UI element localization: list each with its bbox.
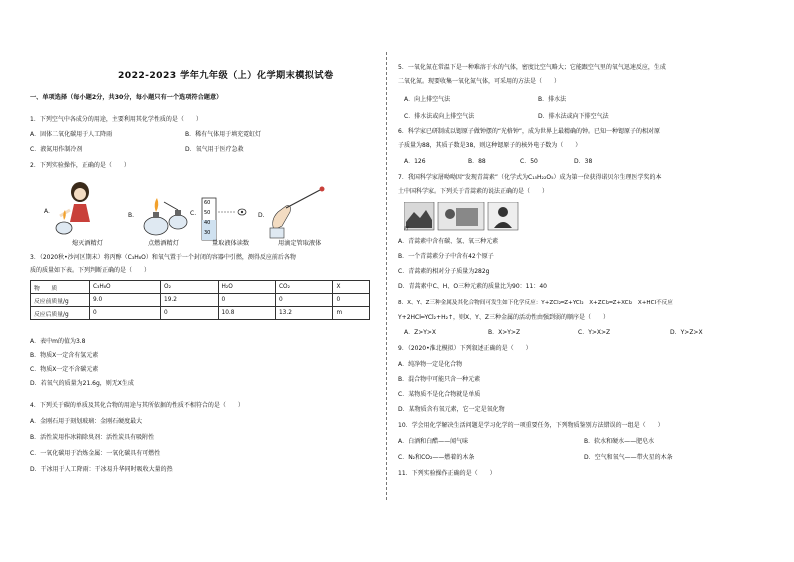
question-1-option-b: B．稀有气体用于填充霓虹灯 bbox=[185, 131, 262, 138]
question-7-option-b: B．一个青蒿素分子中含有42个原子 bbox=[398, 253, 494, 260]
question-8-option-d: D．Y>Z>X bbox=[670, 329, 703, 336]
question-6-stem-line1: 6．科学家已研制成以锶原子做钟摆的“光格钟”，成为世界上最精确的钟。已知一种锶原子的相对原 bbox=[398, 128, 661, 135]
question-7-option-a: A．青蒿素中含有碳、氢、氧三种元素 bbox=[398, 238, 499, 245]
question-5-stem-line1: 5．一氧化氮在常温下是一种难溶于水的气体，密度比空气略大；它能跟空气里的氧气迅速反应，生成 bbox=[398, 64, 666, 71]
section-heading: 一、单项选择（每小题2分，共30分，每小题只有一个选项符合题意） bbox=[30, 94, 223, 101]
cylinder-mark-30: 30 bbox=[204, 230, 211, 236]
question-8-option-a: A．Z>Y>X bbox=[404, 329, 437, 336]
question-6-option-b: B．88 bbox=[468, 158, 486, 165]
page-title: 2022-2023 学年九年级（上）化学期末模拟试卷 bbox=[118, 70, 334, 81]
table-cell: CO₂ bbox=[275, 281, 332, 294]
question-10-option-b: B．软水和硬水——肥皂水 bbox=[584, 438, 655, 445]
question-5-option-c: C．排水法或向上排空气法 bbox=[404, 113, 475, 120]
question-4-stem: 4．下列关于碳的单质及其化合物的用途与其所依据的性质不相符合的是（ ） bbox=[30, 402, 244, 409]
question-4-option-c: C．一氧化碳用于冶炼金属：一氧化碳具有可燃性 bbox=[30, 450, 161, 457]
extinguish-lamp-illustration bbox=[54, 178, 106, 240]
question-10-stem: 10．学会用化学解决生活问题是学习化学的一项重要任务，下列物质鉴别方法错误的一组是（ ） bbox=[398, 422, 664, 429]
question-6-stem-line2: 子质量为88，其质子数是38，则这种锶原子的核外电子数为（ ） bbox=[398, 142, 582, 149]
question-7-option-c: C．青蒿素的相对分子质量为282g bbox=[398, 268, 490, 275]
question-4-option-b: B．活性炭用作冰箱除臭剂：活性炭具有吸附性 bbox=[30, 434, 155, 441]
question-5-stem-line2: 二氧化氮。现要收集一氧化氮气体，可采用的方法是（ ） bbox=[398, 78, 561, 85]
question-3-option-b: B．物质X一定含有氢元素 bbox=[30, 352, 99, 359]
question-7-option-d: D．青蒿素中C、H、O三种元素的质量比为90：11：40 bbox=[398, 283, 547, 290]
table-cell: 0 bbox=[275, 294, 332, 307]
question-2-label-c: C. bbox=[190, 210, 197, 217]
table-cell: 0 bbox=[218, 294, 275, 307]
table-cell: 反应后质量/g bbox=[31, 307, 90, 320]
dropper-illustration bbox=[264, 186, 334, 240]
question-9-option-a: A．纯净物一定是化合物 bbox=[398, 361, 463, 368]
table-cell: O₂ bbox=[161, 281, 218, 294]
question-9-option-d: D．某物质含有氧元素，它一定是氧化物 bbox=[398, 406, 505, 413]
question-4-option-d: D．干冰用于人工降雨：干冰易升华同时吸收大量的热 bbox=[30, 466, 173, 473]
question-5-option-b: B．排水法 bbox=[538, 96, 567, 103]
question-8-stem-line1: 8．X、Y、Z三种金属及其化合物间可发生如下化学反应：Y+ZCl₂═Z+YCl₂ X+ZCl₂═Z+XCl₂ X+HCl不反应 bbox=[398, 300, 673, 306]
cylinder-mark-40: 40 bbox=[204, 220, 211, 226]
question-9-stem: 9．（2020•淮北模拟）下列叙述正确的是（ ） bbox=[398, 345, 532, 352]
table-cell: 13.2 bbox=[275, 307, 332, 320]
table-cell: 物 质 bbox=[31, 281, 90, 294]
question-9-option-b: B．混合物中可能只含一种元素 bbox=[398, 376, 481, 383]
question-4-option-a: A．金刚石用于刻划玻璃：金刚石硬度最大 bbox=[30, 418, 143, 425]
question-2-caption-b: 点燃酒精灯 bbox=[148, 240, 179, 247]
question-2-caption-c: 量取液体读数 bbox=[212, 240, 250, 247]
table-row bbox=[31, 307, 370, 320]
table-cell: 反应前质量/g bbox=[31, 294, 90, 307]
question-2-label-b: B. bbox=[128, 212, 135, 219]
question-2-caption-a: 熄灭酒精灯 bbox=[72, 240, 103, 247]
table-cell: 19.2 bbox=[161, 294, 218, 307]
question-1-option-c: C．液氮用作制冷剂 bbox=[30, 146, 83, 153]
question-3-option-d: D．若氧气的质量为21.6g，则无X生成 bbox=[30, 380, 134, 387]
question-9-option-c: C．某物质不是化合物就是单质 bbox=[398, 391, 481, 398]
table-cell: 9.0 bbox=[90, 294, 161, 307]
table-cell: X bbox=[333, 281, 370, 294]
table-cell: 0 bbox=[333, 294, 370, 307]
question-7-stem-line1: 7．我国科学家屠呦呦因“发现青蒿素”（化学式为C₁₅H₂₂O₅）成为第一位获得诺贝尔生理医学奖的本 bbox=[398, 174, 662, 181]
question-10-option-d: D．空气和氧气——带火星的木条 bbox=[584, 454, 673, 461]
cylinder-mark-50: 50 bbox=[204, 210, 211, 216]
question-8-option-c: C．Y>X>Z bbox=[578, 329, 611, 336]
question-2-label-a: A. bbox=[44, 208, 50, 215]
question-3-table bbox=[30, 280, 370, 320]
table-cell: m bbox=[333, 307, 370, 320]
table-cell: 0 bbox=[161, 307, 218, 320]
table-cell: 10.8 bbox=[218, 307, 275, 320]
question-3-option-c: C．物质X一定不含碳元素 bbox=[30, 366, 99, 373]
table-cell: C₃H₈O bbox=[90, 281, 161, 294]
question-5-option-d: D．排水法或向下排空气法 bbox=[538, 113, 609, 120]
table-row bbox=[31, 294, 370, 307]
light-lamp-illustration bbox=[138, 190, 197, 238]
tu-youyou-photo-strip bbox=[404, 202, 532, 232]
question-3-stem-line2: 质的质量如下表。下列判断正确的是（ ） bbox=[30, 267, 151, 274]
question-10-option-a: A．白酒和白醋——闻气味 bbox=[398, 438, 469, 445]
question-1-stem: 1．下列空气中各成分的用途，主要利用其化学性质的是（ ） bbox=[30, 116, 202, 123]
question-6-option-c: C．50 bbox=[520, 158, 538, 165]
question-1-option-d: D．氧气用于医疗急救 bbox=[185, 146, 244, 153]
table-cell: 0 bbox=[90, 307, 161, 320]
question-6-option-a: A．126 bbox=[404, 158, 426, 165]
question-3-stem-line1: 3．（2020秋•沙河区期末）将丙醇（C₃H₈O）和氧气置于一个封闭的容器中引燃，测得反应前后各物 bbox=[30, 254, 296, 261]
column-divider bbox=[386, 52, 387, 500]
question-2-stem: 2．下列实验操作，正确的是（ ） bbox=[30, 162, 130, 169]
question-10-option-c: C．N₂和CO₂——燃着的木条 bbox=[398, 454, 475, 461]
question-3-option-a: A．表中m的值为3.8 bbox=[30, 338, 86, 345]
question-11-stem: 11．下列实验操作正确的是（ ） bbox=[398, 470, 496, 477]
table-cell: H₂O bbox=[218, 281, 275, 294]
cylinder-mark-60: 60 bbox=[204, 200, 211, 206]
question-2-label-d: D. bbox=[258, 212, 265, 219]
photo-caption-fragment: 疗 bbox=[404, 226, 410, 232]
question-8-option-b: B．X>Y>Z bbox=[488, 329, 521, 336]
graduated-cylinder-illustration bbox=[196, 194, 258, 244]
question-7-stem-line2: 土中国科学家。下列关于青蒿素的说法正确的是（ ） bbox=[398, 188, 549, 195]
table-row bbox=[31, 281, 370, 294]
question-8-stem-line2: Y+2HCl═YCl₂+H₂↑，则X、Y、Z三种金属的活动性由强到弱的顺序是（ ） bbox=[398, 314, 609, 321]
question-2-caption-d: 用滴定管取液体 bbox=[278, 240, 322, 247]
question-6-option-d: D．38 bbox=[574, 158, 593, 165]
question-5-option-a: A．向上排空气法 bbox=[404, 96, 451, 103]
question-1-option-a: A．固体二氧化碳用于人工降雨 bbox=[30, 131, 113, 138]
